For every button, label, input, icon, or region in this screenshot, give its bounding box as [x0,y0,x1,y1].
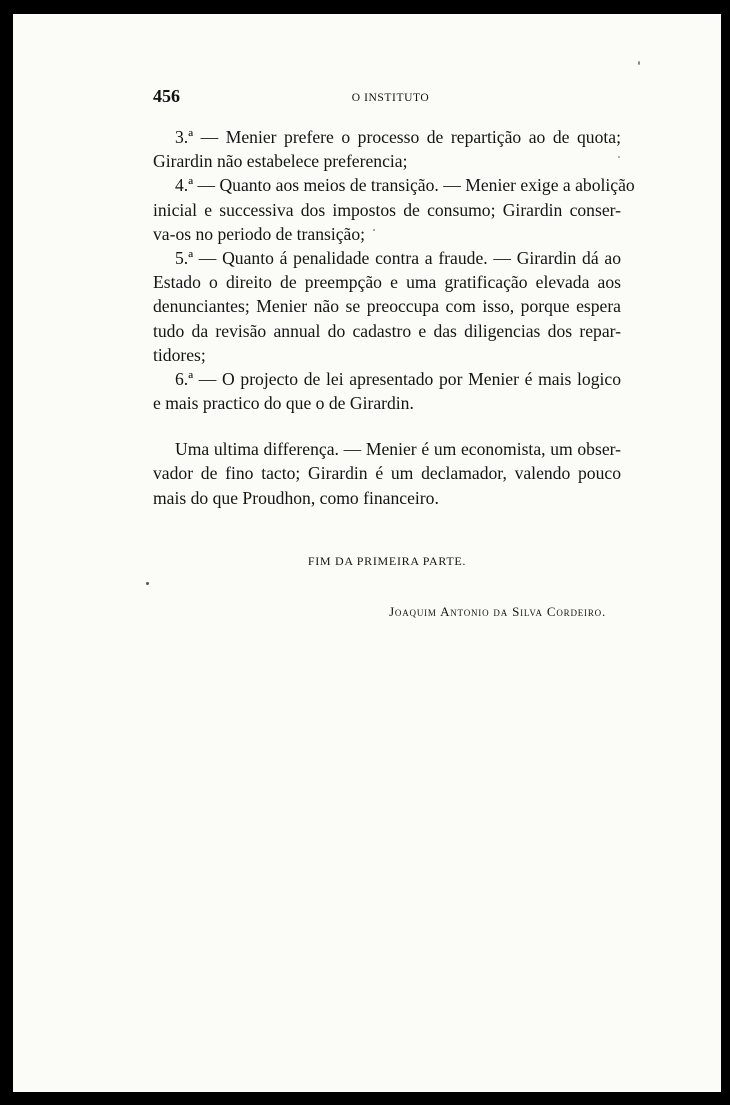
text-line: mais do que Proudhon, como financeiro. [153,487,439,508]
text-line: tidores; [153,344,206,365]
running-title: O INSTITUTO [351,92,430,104]
text-line: Uma ultima differença. — Menier é um economista, um obser- [175,439,621,460]
text-line: tudo da revisão annual do cadastro e das diligencias dos repar- [153,320,621,341]
paragraph-conclusion [153,437,621,510]
scan-speck [373,229,375,231]
author-signature: Joaquim Antonio da Silva Cordeiro. [389,604,606,619]
text-line: e mais practico do que o de Girardin. [153,393,414,414]
text-line: Estado o direito de preempção e uma gratificação elevada aos [153,272,621,293]
page-number: 456 [153,86,180,106]
scan-speck [618,156,620,158]
book-page [13,14,721,1092]
running-head [153,86,628,116]
scan-speck [146,582,149,585]
text-line: 3.ª — Menier prefere o processo de repartição ao de quota; [175,127,621,147]
paragraph-item-5 [153,246,621,367]
text-line: 4.ª — Quanto aos meios de transição. — Menier exige a abolição [175,175,635,196]
text-line: vador de fino tacto; Girardin é um declamador, valendo pouco [153,463,621,484]
text-line: Girardin não estabelece preferencia; [153,151,408,172]
body-text [153,125,635,510]
text-line: inicial e successiva dos impostos de consumo; Girardin conser- [153,199,621,220]
text-line: 6.ª — O projecto de lei apresentado por Menier é mais logico [175,368,621,389]
paragraph-gap [153,415,621,437]
paragraph-item-3 [153,125,621,173]
text-line: 5.ª — Quanto á penalidade contra a fraude. — Girardin dá ao [175,247,621,268]
paragraph-item-4 [153,173,635,246]
text-line: va-os no periodo de transição; [153,223,366,244]
text-line: denunciantes; Menier não se preoccupa com isso, porque espera [153,296,621,317]
paragraph-item-6 [153,367,621,415]
end-of-part-title: FIM DA PRIMEIRA PARTE. [307,554,467,568]
scan-speck [638,61,640,65]
